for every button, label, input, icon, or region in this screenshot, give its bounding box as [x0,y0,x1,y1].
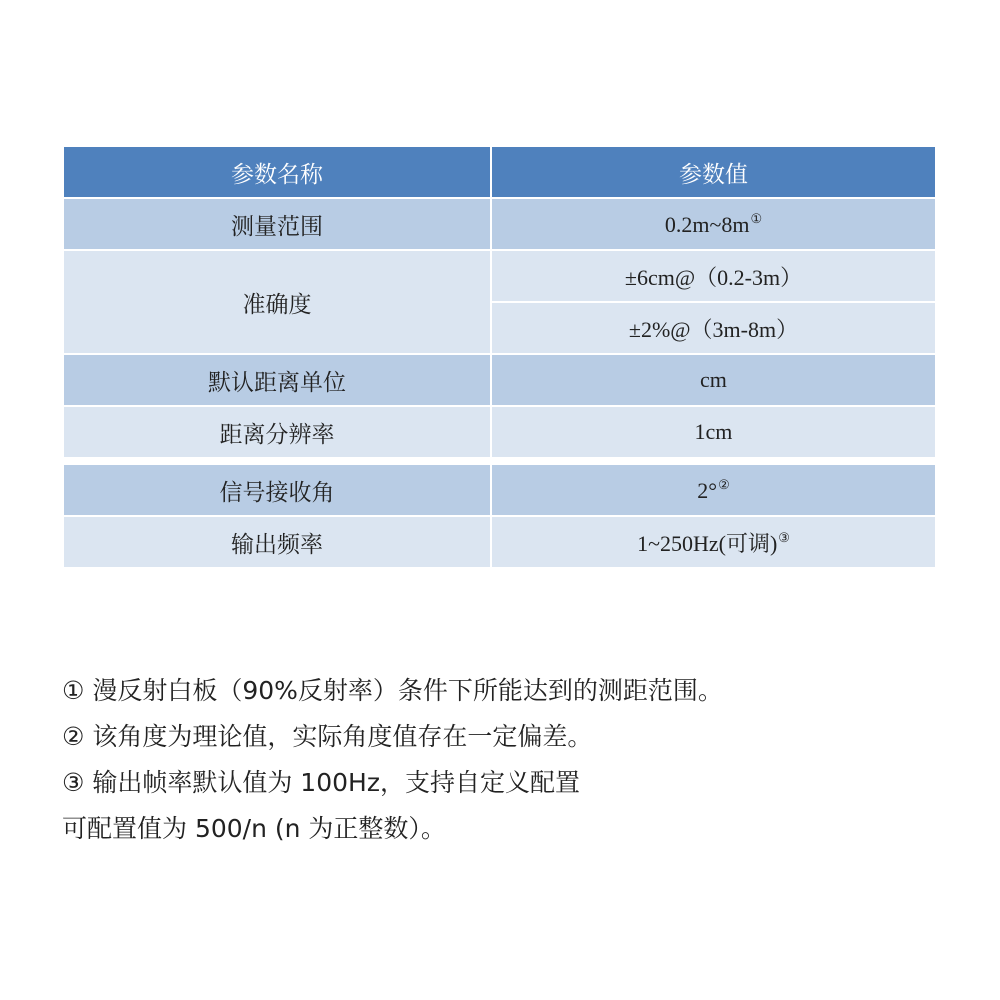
table-header-row [63,146,936,198]
row-value-accuracy-2: ±2%@（3m-8m） [491,302,936,354]
row-name-accuracy: 准确度 [63,250,491,354]
header-param-value: 参数值 [491,146,936,198]
row-name-unit: 默认距离单位 [63,354,491,406]
table-row [63,354,936,406]
table-row [63,250,936,302]
row-value-accuracy-1: ±6cm@（0.2-3m） [491,250,936,302]
footnotes [62,668,942,852]
row-value-resolution: 1cm [491,406,936,458]
footnote-mark: ① [750,210,763,226]
footnote-mark: ② [718,476,730,492]
header-param-name: 参数名称 [63,146,491,198]
footnote-1: ① 漫反射白板（90%反射率）条件下所能达到的测距范围。 [62,676,723,705]
table-row [63,406,936,458]
row-name-angle: 信号接收角 [63,464,491,516]
footnote-3-continued: 可配置值为 500/n (n 为正整数）。 [62,814,446,843]
footnote-2: ② 该角度为理论值，实际角度值存在一定偏差。 [62,722,593,751]
table-row [63,516,936,568]
row-value-frequency [491,516,936,568]
row-name-resolution: 距离分辨率 [63,406,491,458]
value-text: 1~250Hz(可调) [637,530,778,556]
value-text: 0.2m~8m [664,211,750,237]
row-value-range [491,198,936,250]
row-name-range: 测量范围 [63,198,491,250]
row-value-angle [491,464,936,516]
footnote-3: ③ 输出帧率默认值为 100Hz，支持自定义配置 [62,768,580,797]
footnote-mark: ③ [778,529,790,545]
table-row [63,464,936,516]
row-value-unit: cm [491,354,936,406]
table-row [63,198,936,250]
row-name-frequency: 输出频率 [63,516,491,568]
spec-table [62,145,937,569]
value-text: 2° [697,477,718,503]
